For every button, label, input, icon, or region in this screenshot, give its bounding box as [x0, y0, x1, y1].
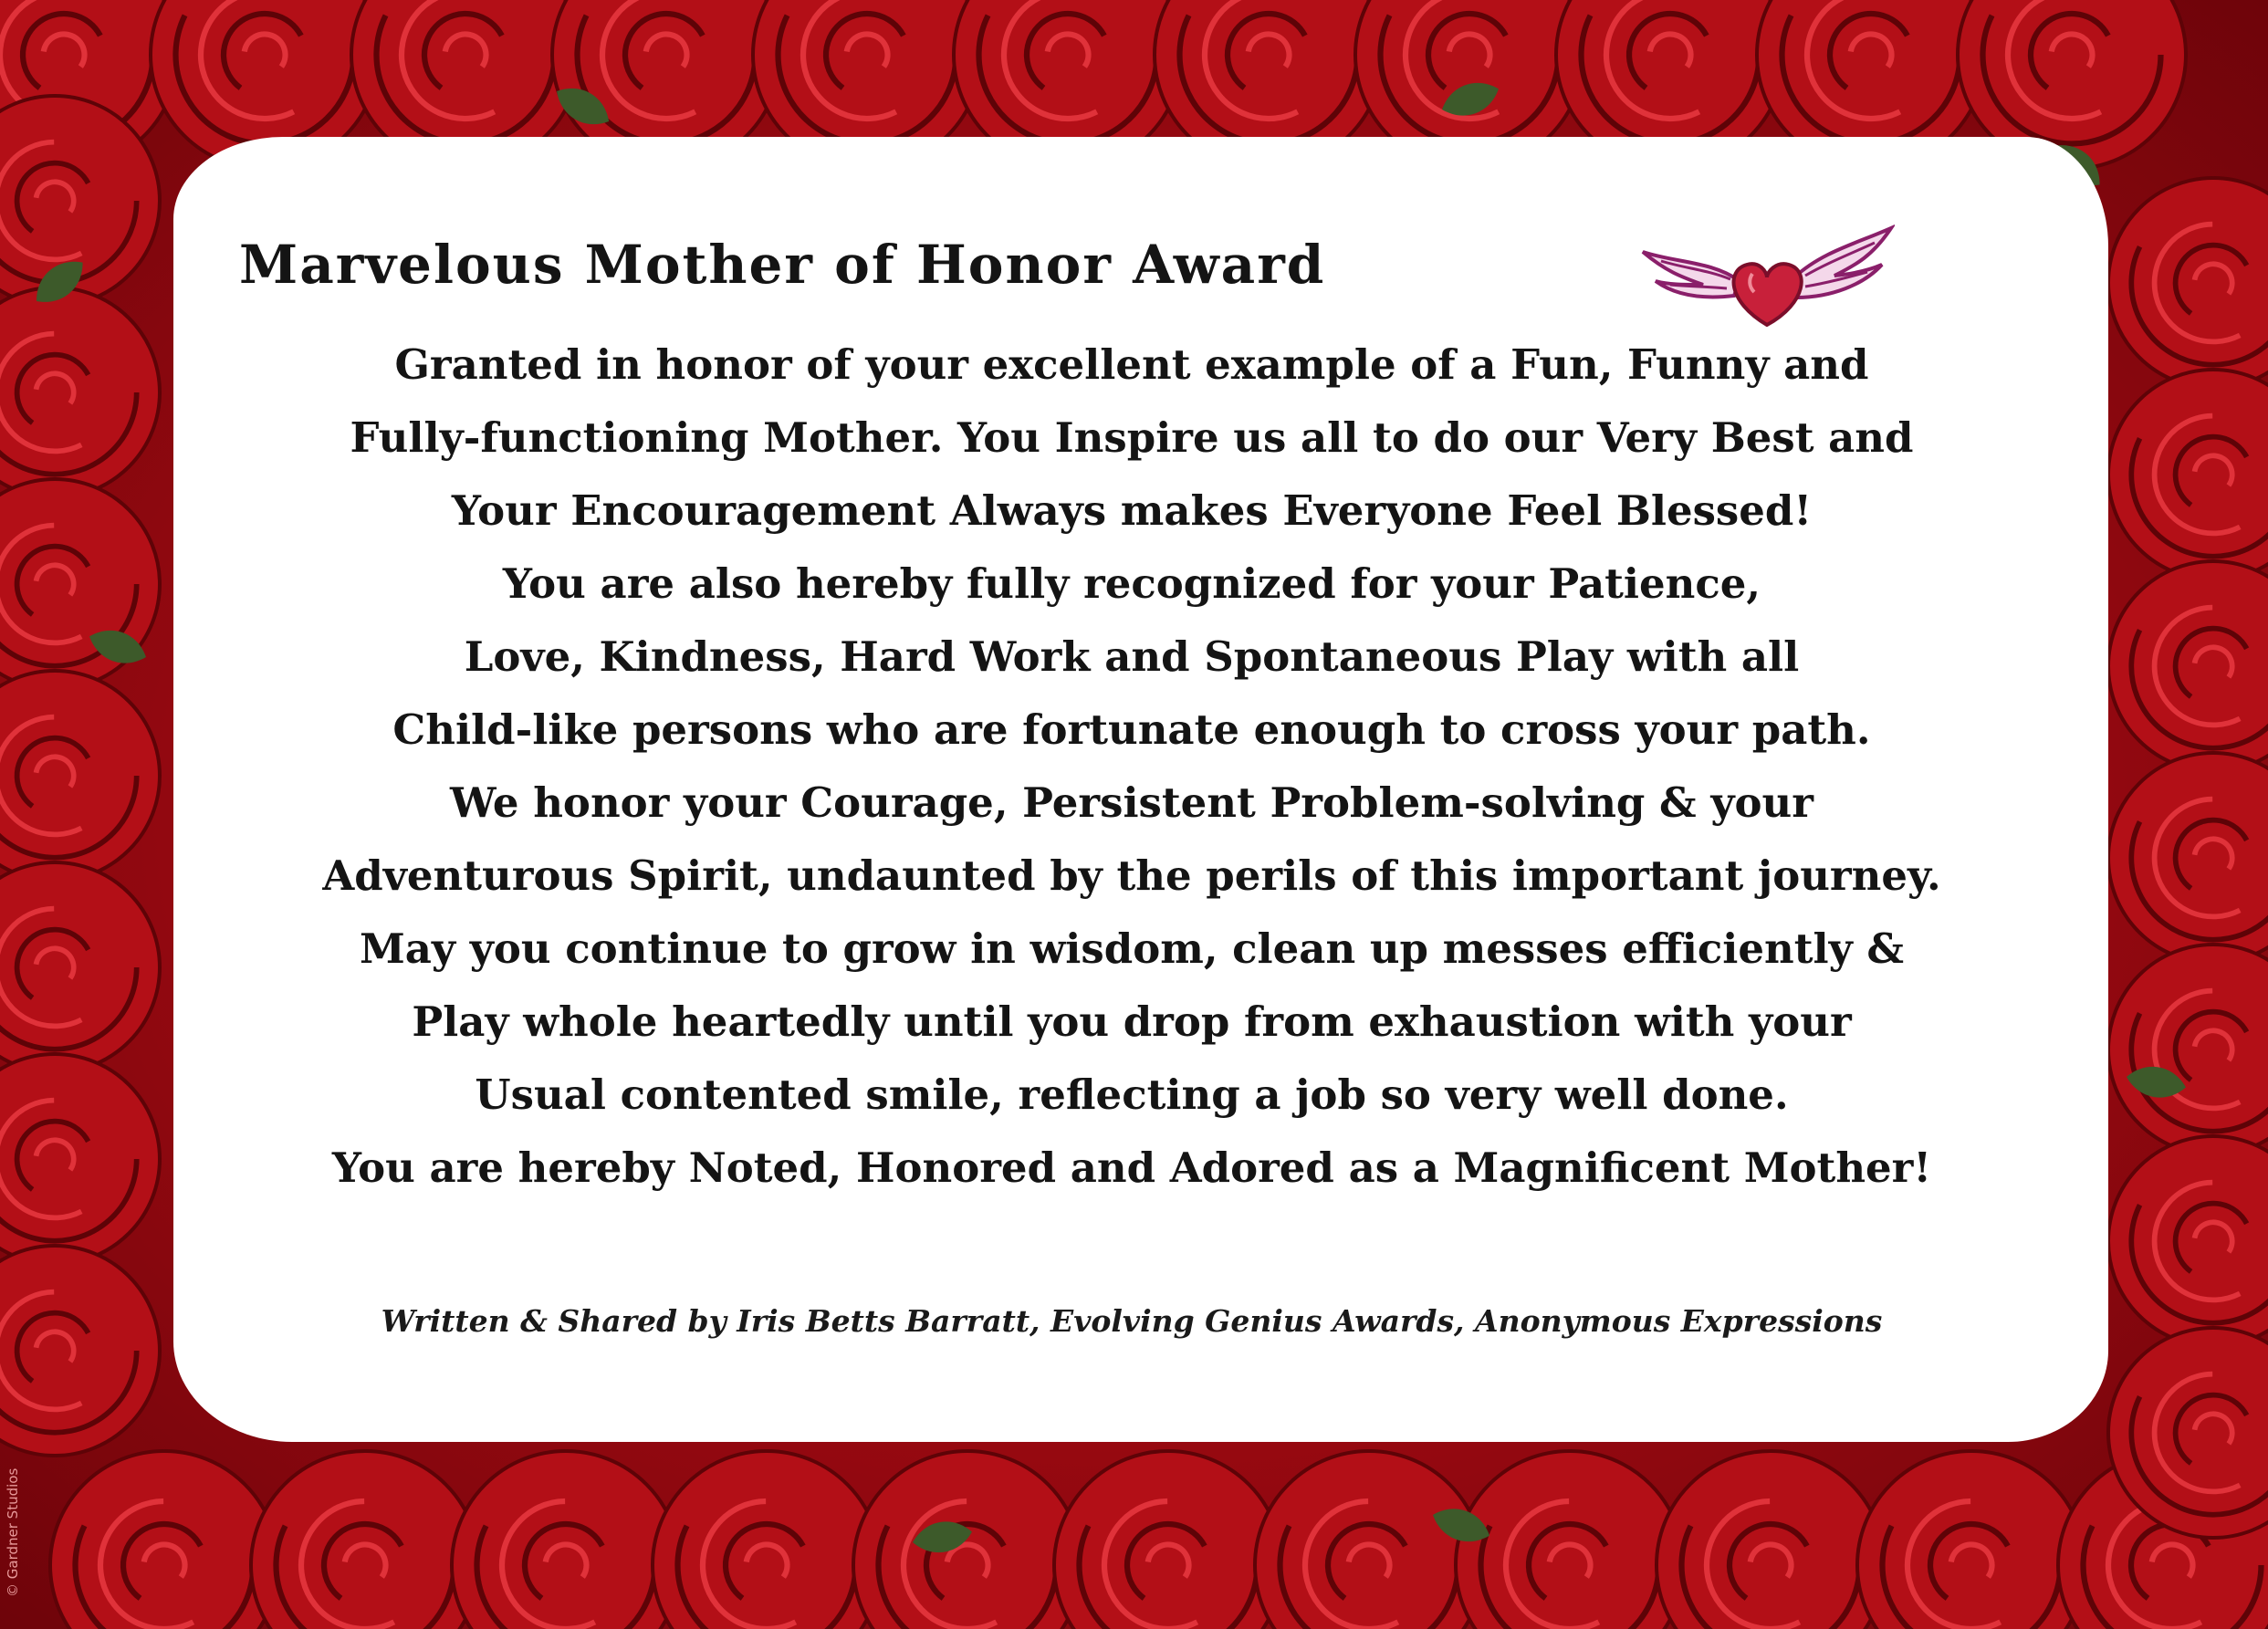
body-line: Play whole heartedly until you drop from exhaustion with your	[412, 997, 1852, 1046]
award-body	[274, 329, 1990, 1205]
rose-icon	[0, 671, 160, 881]
body-line: We honor your Courage, Persistent Problem-solving & your	[450, 778, 1813, 827]
rose-icon	[2108, 178, 2268, 388]
winged-heart-icon	[1639, 225, 1895, 334]
rose-icon	[0, 1054, 160, 1264]
body-line: You are also hereby fully recognized for your Patience,	[502, 559, 1761, 608]
body-line: Love, Kindness, Hard Work and Spontaneous Play with all	[464, 632, 1800, 681]
rose-icon	[1054, 1451, 1282, 1629]
rose-icon	[251, 1451, 479, 1629]
rose-icon	[853, 1451, 1082, 1629]
rose-icon	[1255, 1451, 1483, 1629]
rose-icon	[1657, 1451, 1885, 1629]
body-line: Child-like persons who are fortunate enough to cross your path.	[392, 705, 1871, 754]
body-line: Usual contented smile, reflecting a job so very well done.	[475, 1070, 1789, 1119]
rose-icon	[2108, 561, 2268, 771]
body-line: Granted in honor of your excellent example of a Fun, Funny and	[394, 340, 1869, 389]
award-title: Marvelous Mother of Honor Award	[239, 234, 1326, 296]
body-line: Adventurous Spirit, undaunted by the perils of this important journey.	[322, 851, 1941, 900]
rose-icon	[0, 287, 160, 497]
rose-icon	[2108, 1136, 2268, 1346]
copyright-watermark: © Gardner Studios	[5, 1467, 21, 1597]
rose-icon	[2108, 945, 2268, 1154]
rose-icon	[452, 1451, 680, 1629]
rose-icon	[2108, 370, 2268, 580]
body-line: You are hereby Noted, Honored and Adored as a Magnificent Mother!	[331, 1143, 1932, 1192]
rose-icon	[0, 862, 160, 1072]
rose-icon	[653, 1451, 881, 1629]
rose-icon	[1857, 1451, 2085, 1629]
body-line: Fully-functioning Mother. You Inspire us all to do our Very Best and	[350, 413, 1914, 462]
author-credit: Written & Shared by Iris Betts Barratt, Evolving Genius Awards, Anonymous Expressions	[381, 1303, 1883, 1339]
body-line: Your Encouragement Always makes Everyone Feel Blessed!	[451, 486, 1813, 535]
rose-icon	[1456, 1451, 1684, 1629]
rose-icon	[50, 1451, 278, 1629]
body-line: May you continue to grow in wisdom, clean up messes efficiently &	[359, 924, 1905, 973]
rose-icon	[2108, 753, 2268, 963]
